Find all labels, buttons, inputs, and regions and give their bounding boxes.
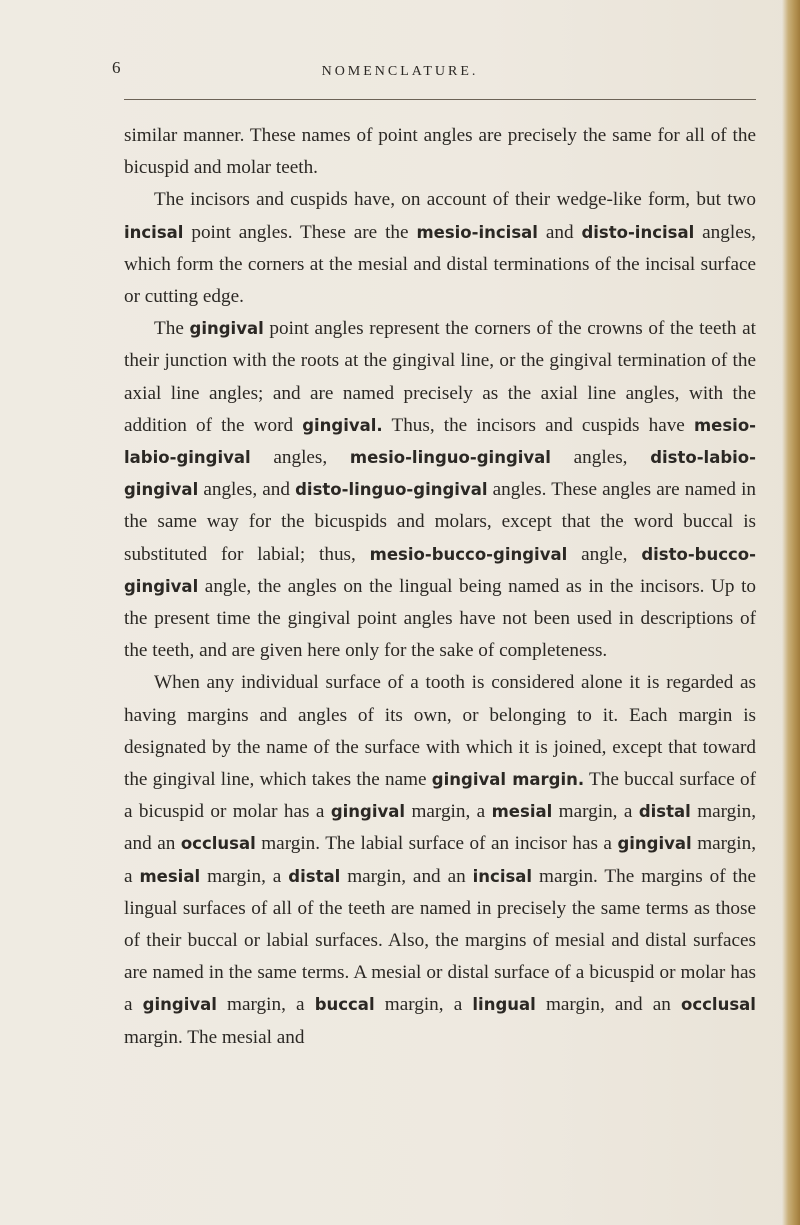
- text-run: margin. The labial surface of an incisor has a: [255, 833, 618, 855]
- text-run: margin, and an: [340, 865, 473, 887]
- bold-term: distal: [288, 866, 341, 886]
- bold-term: occlusal: [681, 995, 756, 1015]
- text-run: margin, a: [200, 865, 289, 887]
- text-run: margin, a: [124, 833, 756, 887]
- running-head: NOMENCLATURE.: [321, 64, 479, 79]
- text-run: angles,: [550, 447, 651, 469]
- text-run: point angles. These are the: [183, 221, 417, 243]
- bold-term: disto-incisal: [581, 222, 695, 242]
- text-run: angles, which form the corners at the mesial and distal terminations of the incisal surface or cutting edge.: [124, 221, 756, 308]
- bold-term: incisal: [124, 222, 184, 242]
- text-run: angles,: [250, 447, 350, 469]
- text-run: margin, and an: [535, 994, 682, 1016]
- bold-term: mesio-bucco-gingival: [369, 544, 568, 564]
- bold-term: mesial: [491, 802, 553, 822]
- bold-term: mesial: [139, 866, 201, 886]
- bold-term: disto-bucco-gingival: [124, 544, 756, 596]
- header-rule: [124, 99, 756, 100]
- bold-term: incisal: [472, 866, 533, 886]
- bold-term: gingival margin.: [431, 770, 585, 790]
- bold-term: mesio-incisal: [416, 222, 538, 242]
- bold-term: lingual: [472, 995, 536, 1015]
- paragraph: [124, 120, 756, 184]
- paragraph: [124, 667, 756, 1053]
- text-run: margin, a: [552, 801, 639, 823]
- text-run: angles. These angles are named in the same way for the bicuspids and molars, except that the word buccal is substituted for labial; thus,: [124, 479, 756, 565]
- bold-term: gingival: [142, 995, 217, 1015]
- paragraph: [124, 313, 756, 667]
- text-run: margin, a: [216, 994, 315, 1016]
- bold-term: mesio-linguo-gingival: [349, 448, 551, 468]
- text-run: The: [154, 318, 190, 340]
- text-run: angle,: [567, 543, 642, 565]
- text-run: The incisors and cuspids have, on account of their wedge-like form, but two: [154, 189, 756, 211]
- text-run: margin, and an: [124, 801, 756, 855]
- bold-term: gingival.: [302, 415, 383, 435]
- bold-term: disto-labio-gingival: [124, 448, 756, 500]
- bold-term: gingival: [330, 802, 406, 822]
- bold-term: buccal: [314, 995, 375, 1015]
- text-run: margin, a: [374, 994, 473, 1016]
- text-run: The buccal surface of a bicuspid or molar has a: [124, 769, 756, 823]
- text-run: similar manner. These names of point angles are precisely the same for all of the bicuspid and molar teeth.: [124, 125, 756, 179]
- text-run: angle, the angles on the lingual being named as in the incisors. Up to the present time the gingival point angles have not been used in descriptions of the teeth, and are given here only for the sake of completeness.: [124, 575, 756, 662]
- page-edge: [782, 0, 800, 1225]
- text-run: margin. The mesial and: [124, 1026, 305, 1048]
- bold-term: mesio-labio-gingival: [124, 415, 756, 468]
- bold-term: distal: [638, 802, 691, 822]
- bold-term: disto-linguo-gingival: [295, 480, 488, 500]
- page-number: 6: [112, 58, 121, 77]
- bold-term: gingival: [617, 834, 692, 854]
- text-run: margin. The margins of the lingual surfaces of all of the teeth are named in precisely the same terms as those of their buccal or labial surfaces. Also, the margins of mesial and distal surfaces are named in the same terms. A mesial or distal surface of a bicuspid or molar has a: [124, 865, 756, 1016]
- body-text: [124, 120, 756, 1054]
- text-run: and: [537, 221, 582, 243]
- text-run: Thus, the incisors and cuspids have: [382, 414, 694, 436]
- text-run: point angles represent the corners of the crowns of the teeth at their junction with the roots at the gingival line, or the gingival termination of the axial line angles; and are named precisely as the axial line angles, with the addition of the word: [124, 318, 756, 436]
- text-run: margin, a: [405, 801, 492, 823]
- bold-term: gingival: [189, 319, 264, 339]
- paragraph: [124, 184, 756, 313]
- text-run: angles, and: [198, 479, 296, 501]
- bold-term: occlusal: [180, 834, 256, 854]
- text-run: When any individual surface of a tooth is considered alone it is regarded as having margins and angles of its own, or belonging to it. Each margin is designated by the name of the surface with which it is joined, except that toward the gingival line, which takes the name: [124, 672, 756, 791]
